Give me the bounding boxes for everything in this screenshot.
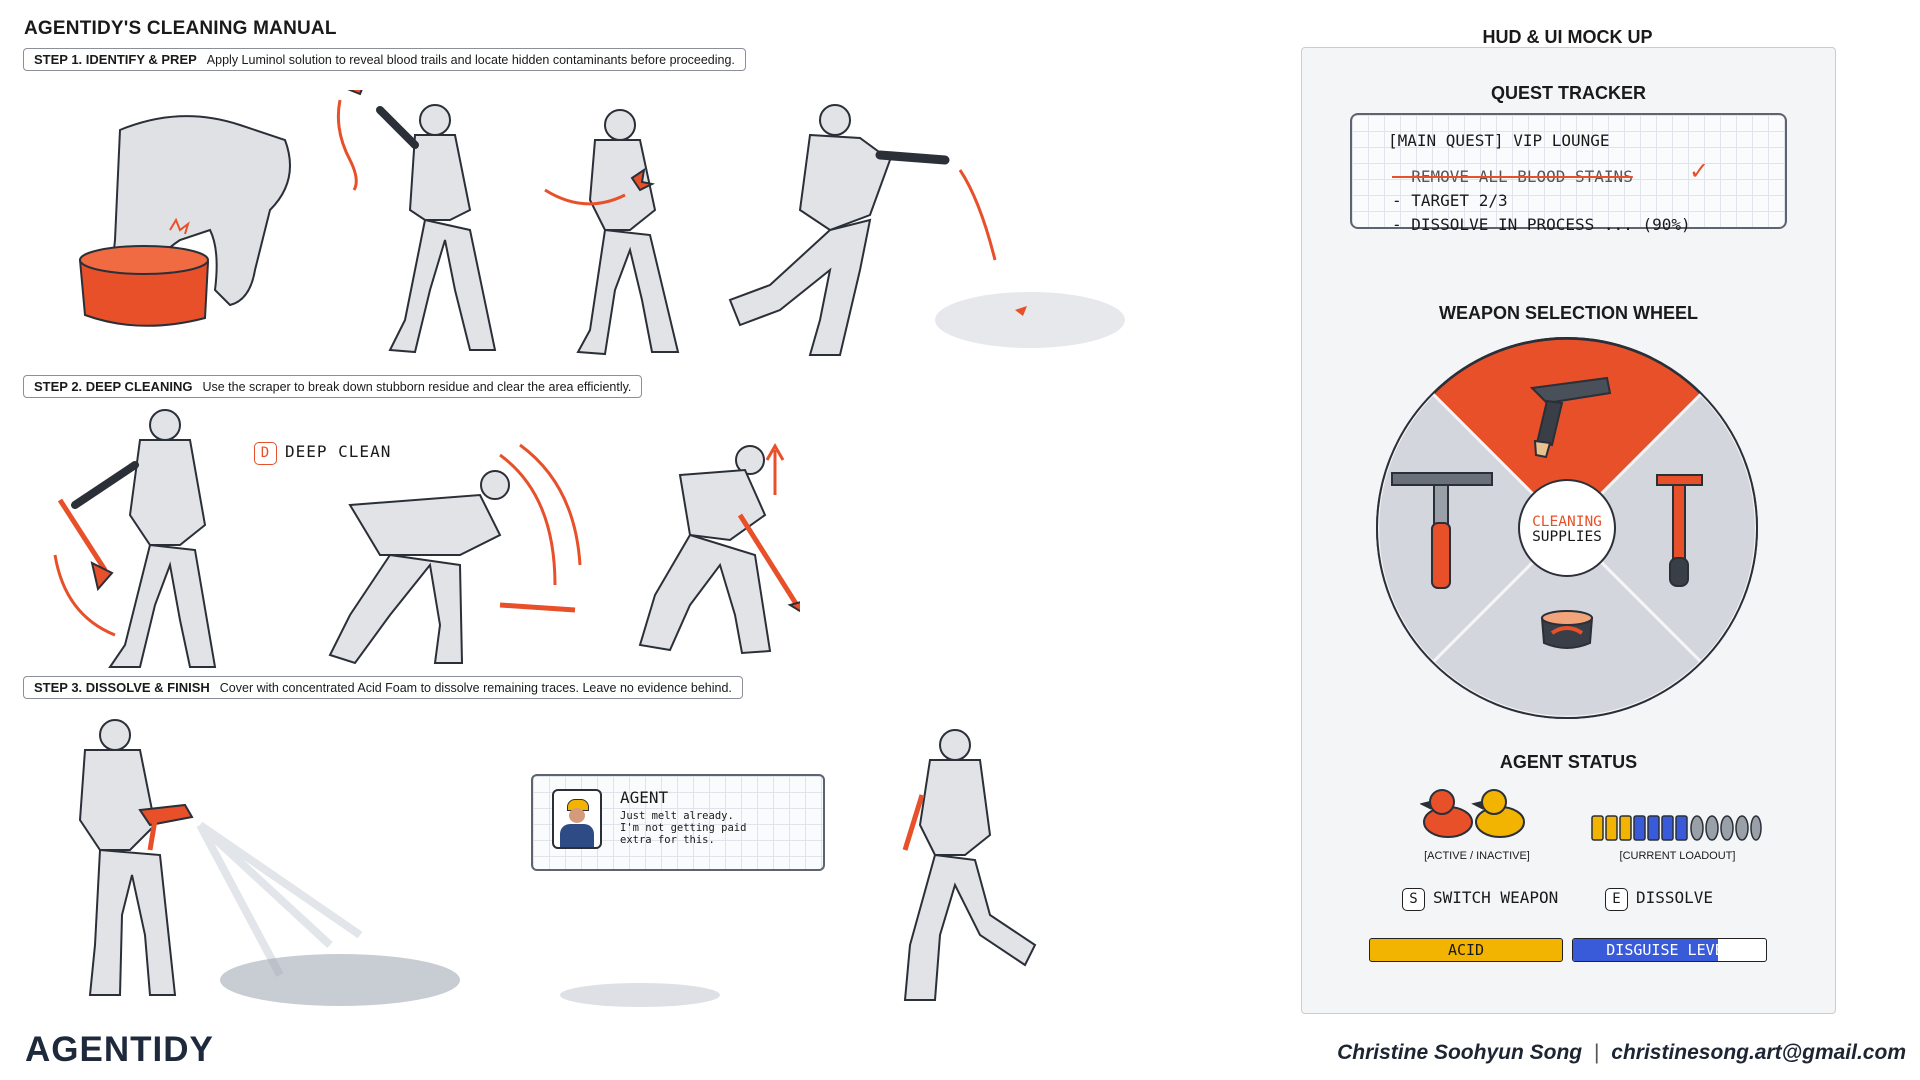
step-1-banner [23, 48, 746, 71]
acid-meter: ACID [1369, 938, 1563, 962]
acid-canister-icon [1542, 611, 1592, 648]
quest-item-blood-stains: - REMOVE ALL BLOOD STAINS [1392, 167, 1633, 186]
uniform-icon [560, 824, 594, 849]
dialog-speaker: AGENT [620, 788, 669, 807]
author-credit [1337, 1041, 1906, 1065]
quest-tracker [1350, 113, 1787, 234]
wheel-center-line-2: SUPPLIES [1532, 529, 1602, 545]
duck-caption: [ACTIVE / INACTIVE] [1424, 850, 1530, 862]
dissolve-prompt[interactable] [1605, 888, 1713, 911]
wheel-center-line-1: CLEANING [1532, 514, 1602, 530]
step-1-label: STEP 1. IDENTIFY & PREP [34, 52, 197, 67]
disguise-level-label: DISGUISE LEVEL [1606, 941, 1733, 959]
dialog-line-1: Just melt already. [620, 810, 734, 822]
quest-tracker-heading: QUEST TRACKER [1490, 83, 1646, 103]
wheel-center-label [1372, 515, 1762, 545]
step-2-text: Use the scraper to break down stubborn residue and clear the area efficiently. [202, 380, 632, 394]
agent-figure-walk [905, 730, 1035, 1000]
loadout-icons [1590, 808, 1762, 843]
dialog-line-2: I'm not getting paid [620, 822, 747, 834]
agent-figure-spray [80, 720, 192, 995]
agent-figure-sweep [330, 445, 580, 663]
check-icon: ✓ [1689, 157, 1710, 185]
quest-title: [MAIN QUEST] VIP LOUNGE [1388, 131, 1610, 150]
brand-logo: AGENTIDY [25, 1030, 214, 1069]
duck-status-icons [1420, 784, 1530, 839]
agent-figure-toss [338, 90, 495, 352]
deep-clean-key: D [254, 442, 277, 465]
switch-weapon-prompt[interactable] [1402, 888, 1558, 911]
step-2-banner [23, 375, 642, 398]
agent-figure-lift [640, 446, 800, 653]
agent-figure-crouch [545, 110, 678, 354]
acid-puddle [220, 954, 460, 1006]
dialog-line-3: extra for this. [620, 834, 715, 846]
step-3-banner [23, 676, 743, 699]
quest-item-target: - TARGET 2/3 [1392, 191, 1508, 210]
weapon-wheel-heading: WEAPON SELECTION WHEEL [1438, 303, 1698, 323]
manual-title: AGENTIDY'S CLEANING MANUAL [24, 18, 337, 39]
step-1-text: Apply Luminol solution to reveal blood trails and locate hidden contaminants before proceeding. [206, 53, 735, 67]
switch-weapon-key[interactable]: S [1402, 888, 1425, 911]
step-2-label: STEP 2. DEEP CLEANING [34, 379, 193, 394]
hand-canister-illustration [80, 116, 290, 326]
smoke-cloud [935, 292, 1125, 348]
residue-puddle [560, 983, 720, 1007]
credit-divider: | [1593, 1041, 1600, 1064]
author-name: Christine Soohyun Song [1337, 1041, 1583, 1064]
switch-weapon-label: SWITCH WEAPON [1433, 888, 1559, 907]
step-1-illustrations [30, 90, 1150, 370]
agent-figure-scrape [55, 410, 215, 667]
loadout-caption: [CURRENT LOADOUT] [1619, 850, 1736, 862]
step-3-label: STEP 3. DISSOLVE & FINISH [34, 680, 210, 695]
quest-item-dissolve: - DISSOLVE IN PROCESS ... (90%) [1392, 215, 1691, 234]
step-3-text: Cover with concentrated Acid Foam to dissolve remaining traces. Leave no evidence behind. [219, 681, 732, 695]
hud-panel [1301, 47, 1836, 1014]
dialog-text [620, 810, 746, 846]
agent-dialog [531, 774, 825, 871]
agent-status-heading: AGENT STATUS [1499, 752, 1638, 772]
duck-active-icon [1422, 790, 1472, 837]
dissolve-key[interactable]: E [1605, 888, 1628, 911]
deep-clean-prompt [254, 442, 391, 465]
deep-clean-label: DEEP CLEAN [285, 442, 392, 461]
agent-portrait [552, 789, 602, 849]
step-2-illustrations [30, 405, 800, 675]
disguise-level-meter [1572, 938, 1767, 962]
face-icon [569, 808, 585, 823]
dissolve-label: DISSOLVE [1636, 888, 1714, 907]
duck-inactive-icon [1474, 790, 1524, 837]
hud-title: HUD & UI MOCK UP [1482, 27, 1653, 47]
author-email[interactable]: christinesong.art@gmail.com [1611, 1041, 1906, 1064]
